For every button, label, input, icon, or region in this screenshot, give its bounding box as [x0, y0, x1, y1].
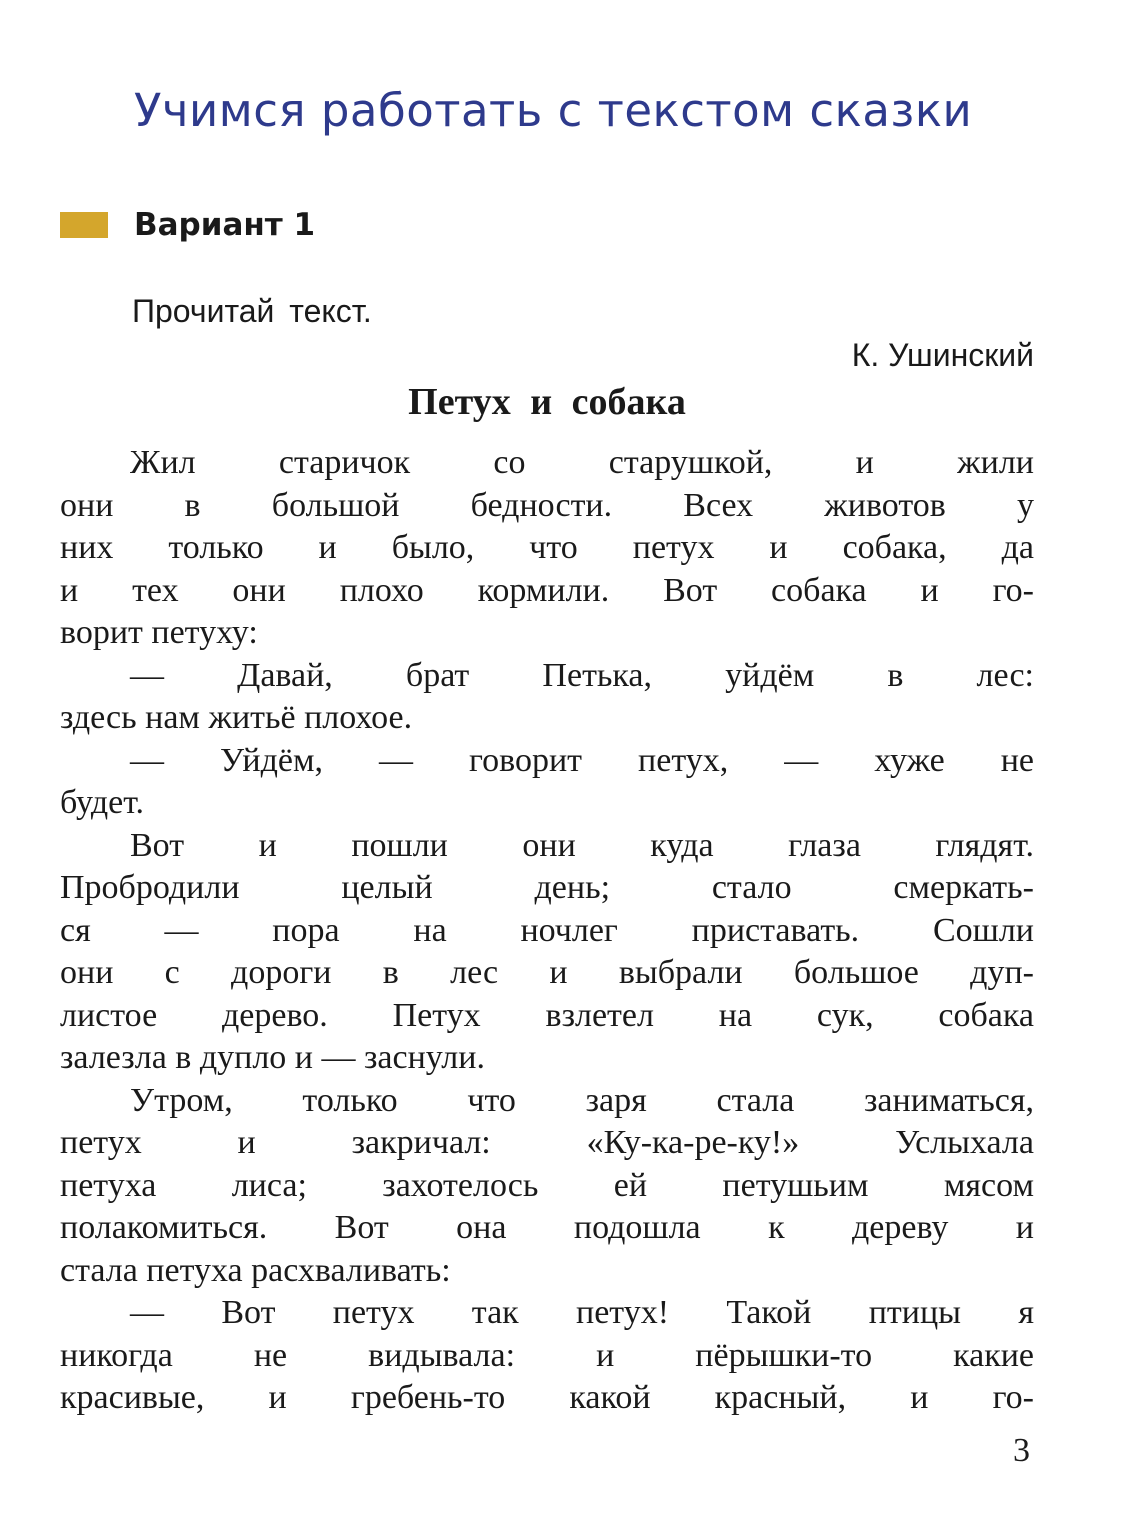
- story-line: полакомиться. Вот она подошла к дереву и: [60, 1209, 1034, 1246]
- story-line: Жил старичок со старушкой, и жили: [130, 444, 1034, 481]
- story-line: ворит петуху:: [60, 614, 258, 651]
- story-line: никогда не видывала: и пёрышки-то какие: [60, 1336, 1034, 1374]
- page-number: 3: [1013, 1432, 1030, 1469]
- story-line: здесь нам житьё плохое.: [60, 699, 413, 736]
- story-line: петуха лиса; захотелось ей петушьим мясом: [60, 1166, 1034, 1204]
- story-line: будет.: [60, 784, 145, 821]
- story-line: и тех они плохо кормили. Вот собака и го-: [60, 571, 1034, 609]
- instruction-text: Прочитай текст.: [132, 293, 372, 329]
- story-line: листое дерево. Петух взлетел на сук, собака: [60, 996, 1034, 1034]
- story-line: они в большой бедности. Всех животов у: [60, 486, 1034, 524]
- variant-marker-icon: [60, 212, 108, 238]
- story-line: них только и было, что петух и собака, да: [60, 529, 1034, 566]
- story-line: Вот и пошли они куда глаза глядят.: [130, 826, 1034, 864]
- story-line: Утром, только что заря стала заниматься,: [130, 1081, 1034, 1119]
- story-line: — Давай, брат Петька, уйдём в лес:: [130, 656, 1034, 694]
- page-title: Учимся работать с текстом сказки: [134, 84, 973, 137]
- story-line: ся — пора на ночлег приставать. Сошли: [60, 911, 1034, 949]
- story-author: К. Ушинский: [851, 337, 1034, 373]
- story-line: — Уйдём, — говорит петух, — хуже не: [130, 741, 1034, 779]
- story-line: Пробродили целый день; стало смеркать-: [60, 869, 1034, 906]
- story-line: петух и закричал: «Ку-ка-ре-ку!» Услыхала: [60, 1124, 1034, 1161]
- variant-label: Вариант 1: [134, 207, 316, 243]
- story-text: [60, 442, 1034, 1420]
- story-line: они с дороги в лес и выбрали большое дуп-: [60, 954, 1034, 991]
- variant-heading: [60, 207, 315, 243]
- story-line: красивые, и гребень-то какой красный, и го-: [60, 1379, 1034, 1416]
- story-line: стала петуха расхваливать:: [60, 1251, 451, 1289]
- story-title: Петух и собака: [408, 381, 686, 423]
- story-line: — Вот петух так петух! Такой птицы я: [130, 1294, 1034, 1331]
- story-line: залезла в дупло и — заснули.: [60, 1039, 485, 1076]
